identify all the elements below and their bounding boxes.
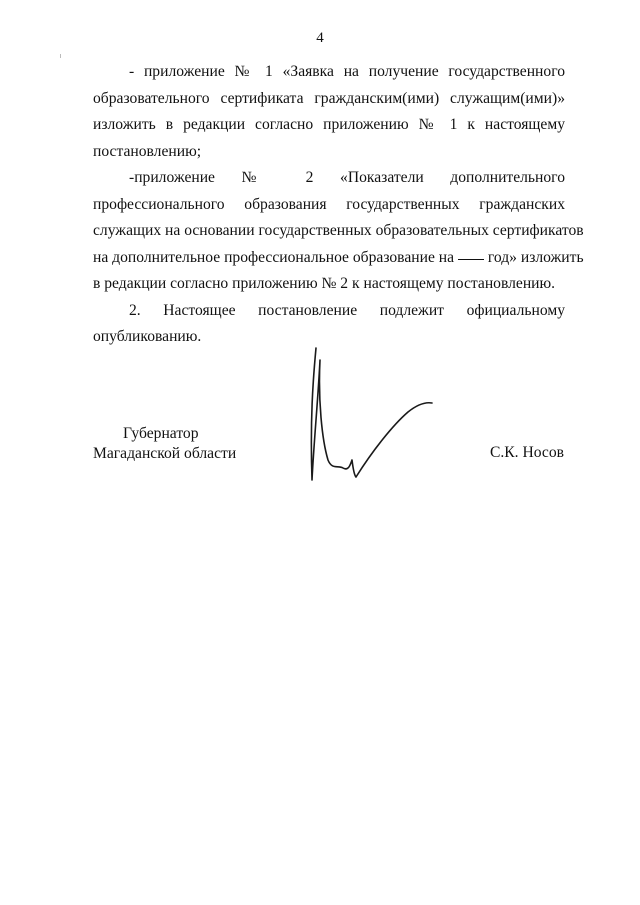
blank-underline [458,258,484,260]
text-segment: год» изложить [487,248,584,266]
text-line: образовательного сертификата гражданским(ими) служащим(ими)» [93,89,565,107]
text-line: 2. Настоящее постановление подлежит официальному [129,301,565,319]
text-line: опубликованию. [93,328,202,345]
page-number: 4 [316,30,324,46]
paragraph-appendix-1 [93,59,565,165]
signatory-title [93,424,236,464]
signatory-position: Губернатор [123,425,199,442]
text-line: изложить в редакции согласно приложению № 1 к настоящему [93,116,565,133]
text-line: профессионального образования государственных гражданских [93,195,565,213]
text-line: в редакции согласно приложению № 2 к настоящему постановлению. [93,275,556,292]
text-segment: на дополнительное профессиональное образование на [93,248,455,266]
signatory-region: Магаданской области [93,445,237,462]
text-line-with-blank [93,245,584,272]
text-line: - приложение № 1 «Заявка на получение государственного [129,63,565,80]
text-line: -приложение № 2 «Показатели дополнительного [129,169,565,186]
text-line: служащих на основании государственных образовательных сертификатов [93,222,584,239]
text-line: постановлению; [93,142,202,160]
signature-stroke [311,348,432,480]
paragraph-appendix-2 [93,165,584,298]
document-body [93,59,584,351]
scan-artifact [60,54,61,58]
handwritten-signature [298,340,448,490]
signatory-name: С.К. Носов [489,444,564,461]
